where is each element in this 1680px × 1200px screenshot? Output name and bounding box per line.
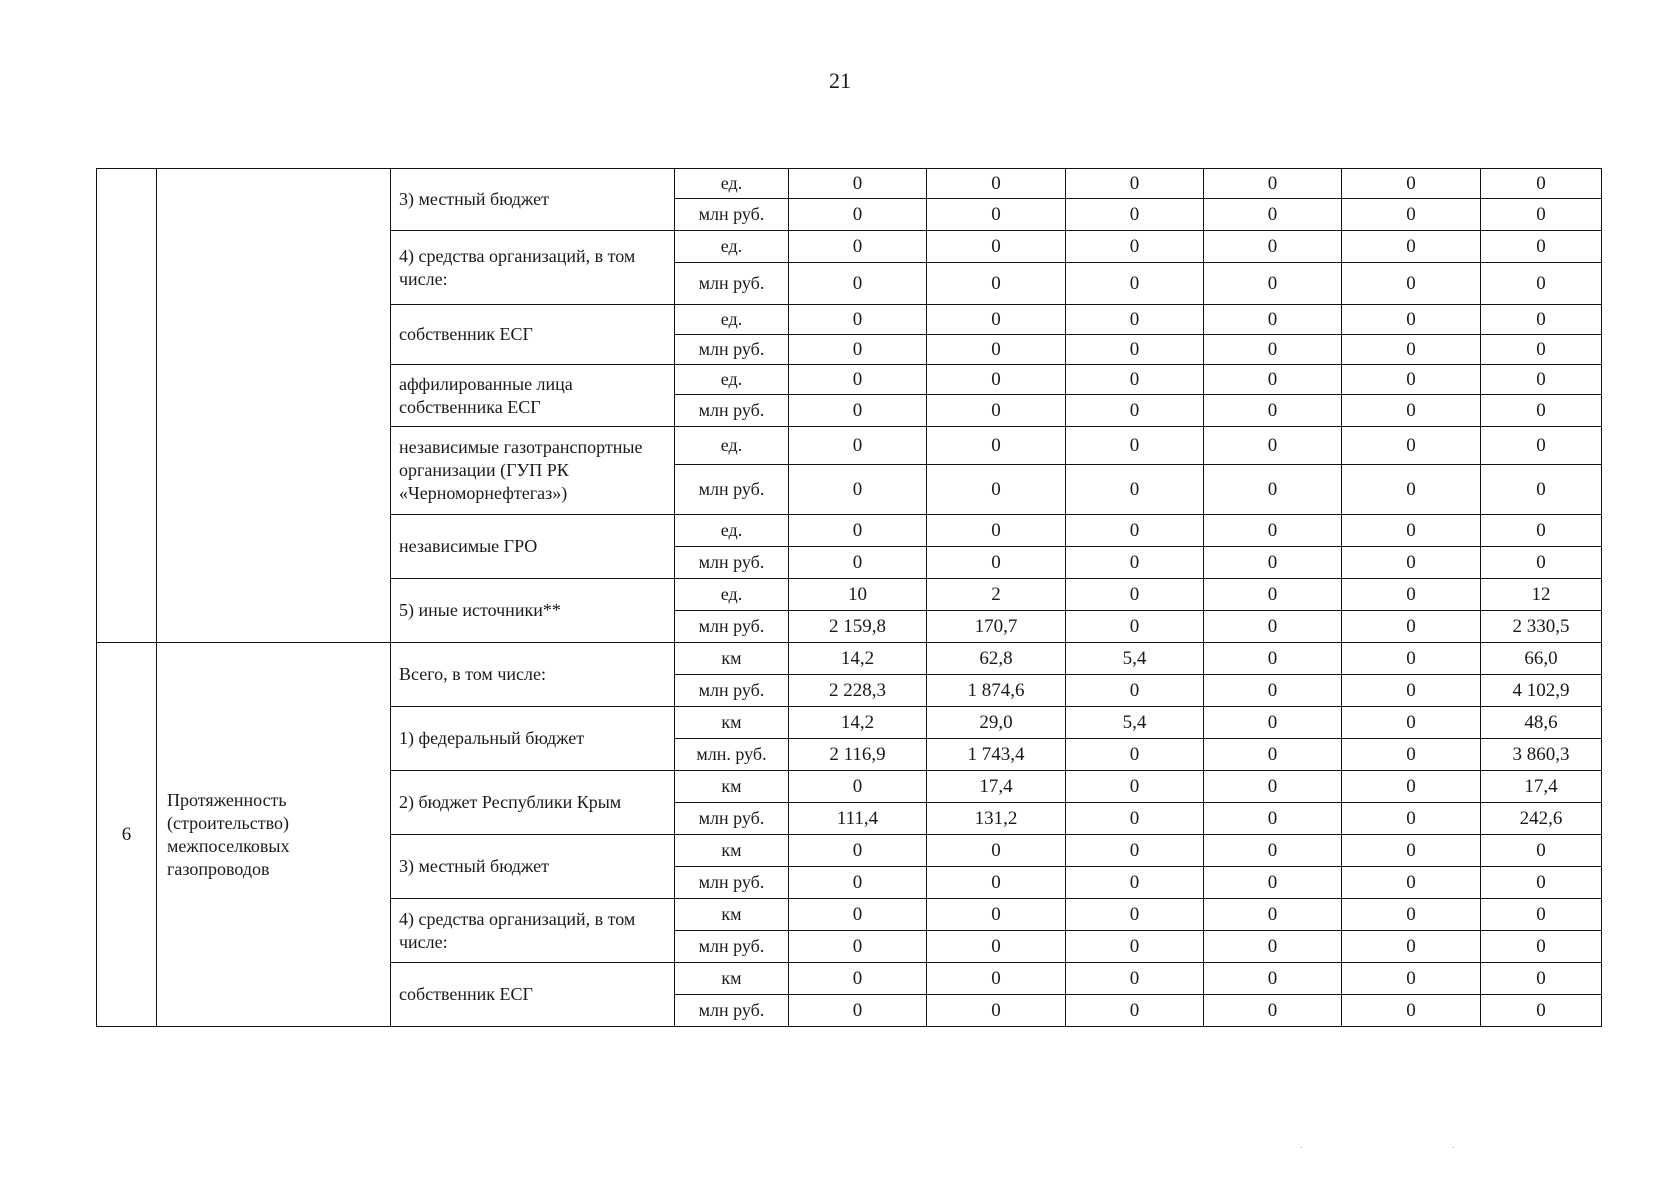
value-cell: 0 — [789, 335, 927, 365]
value-cell: 0 — [927, 995, 1066, 1027]
value-cell: 0 — [927, 395, 1066, 427]
value-cell: 0 — [1204, 963, 1342, 995]
value-cell: 0 — [927, 931, 1066, 963]
unit-cell: км — [675, 899, 789, 931]
value-cell: 0 — [927, 465, 1066, 515]
unit-cell: км — [675, 707, 789, 739]
value-cell: 0 — [1066, 963, 1204, 995]
value-cell: 0 — [1066, 169, 1204, 199]
unit-cell: млн руб. — [675, 547, 789, 579]
value-cell: 62,8 — [927, 643, 1066, 675]
value-cell: 0 — [789, 515, 927, 547]
value-cell: 0 — [1204, 899, 1342, 931]
value-cell: 0 — [789, 169, 927, 199]
unit-cell: млн руб. — [675, 263, 789, 305]
unit-cell: млн руб. — [675, 867, 789, 899]
value-cell: 17,4 — [927, 771, 1066, 803]
value-cell: 0 — [1342, 427, 1481, 465]
row-number-cell: 6 — [97, 643, 157, 1027]
value-cell: 0 — [1481, 931, 1602, 963]
unit-cell: ед. — [675, 427, 789, 465]
unit-cell: км — [675, 835, 789, 867]
funding-source-cell: 2) бюджет Республики Крым — [391, 771, 675, 835]
value-cell: 0 — [927, 867, 1066, 899]
value-cell: 0 — [1066, 395, 1204, 427]
value-cell: 0 — [1342, 263, 1481, 305]
value-cell: 0 — [927, 335, 1066, 365]
funding-source-cell: аффилированные лица собственника ЕСГ — [391, 365, 675, 427]
funding-source-cell: собственник ЕСГ — [391, 305, 675, 365]
unit-cell: ед. — [675, 365, 789, 395]
scan-artifact: . — [1452, 1140, 1455, 1151]
value-cell: 2 330,5 — [1481, 611, 1602, 643]
value-cell: 0 — [789, 395, 927, 427]
value-cell: 0 — [1066, 771, 1204, 803]
value-cell: 0 — [1481, 515, 1602, 547]
value-cell: 0 — [1204, 771, 1342, 803]
funding-source-cell: Всего, в том числе: — [391, 643, 675, 707]
value-cell: 0 — [1342, 995, 1481, 1027]
unit-cell: млн руб. — [675, 675, 789, 707]
value-cell: 0 — [1481, 231, 1602, 263]
value-cell: 0 — [789, 465, 927, 515]
value-cell: 0 — [1204, 395, 1342, 427]
value-cell: 0 — [1481, 867, 1602, 899]
value-cell: 0 — [1481, 899, 1602, 931]
value-cell: 0 — [1204, 803, 1342, 835]
value-cell: 0 — [1342, 305, 1481, 335]
value-cell: 0 — [1204, 835, 1342, 867]
value-cell: 0 — [789, 365, 927, 395]
value-cell: 48,6 — [1481, 707, 1602, 739]
value-cell: 0 — [789, 771, 927, 803]
value-cell: 2 — [927, 579, 1066, 611]
value-cell: 2 159,8 — [789, 611, 927, 643]
value-cell: 0 — [1342, 365, 1481, 395]
value-cell: 1 743,4 — [927, 739, 1066, 771]
value-cell: 2 116,9 — [789, 739, 927, 771]
funding-source-cell: независимые ГРО — [391, 515, 675, 579]
value-cell: 0 — [1342, 899, 1481, 931]
value-cell: 0 — [1342, 169, 1481, 199]
value-cell: 0 — [927, 515, 1066, 547]
value-cell: 0 — [1066, 899, 1204, 931]
value-cell: 0 — [1481, 963, 1602, 995]
value-cell: 0 — [1342, 465, 1481, 515]
value-cell: 0 — [1066, 515, 1204, 547]
funding-source-cell: 3) местный бюджет — [391, 169, 675, 231]
value-cell: 0 — [1066, 803, 1204, 835]
value-cell: 0 — [1204, 675, 1342, 707]
value-cell: 14,2 — [789, 707, 927, 739]
scan-artifact: . — [1300, 1140, 1303, 1151]
value-cell: 0 — [1066, 305, 1204, 335]
value-cell: 0 — [789, 899, 927, 931]
value-cell: 0 — [1204, 515, 1342, 547]
value-cell: 0 — [1204, 199, 1342, 231]
value-cell: 0 — [927, 231, 1066, 263]
value-cell: 0 — [789, 427, 927, 465]
value-cell: 0 — [1204, 365, 1342, 395]
value-cell: 0 — [1204, 579, 1342, 611]
value-cell: 0 — [927, 365, 1066, 395]
value-cell: 0 — [1342, 515, 1481, 547]
value-cell: 0 — [1066, 835, 1204, 867]
table-row — [97, 643, 1602, 675]
value-cell: 0 — [1342, 547, 1481, 579]
value-cell: 0 — [1204, 739, 1342, 771]
value-cell: 4 102,9 — [1481, 675, 1602, 707]
value-cell: 1 874,6 — [927, 675, 1066, 707]
unit-cell: ед. — [675, 515, 789, 547]
unit-cell: млн руб. — [675, 199, 789, 231]
value-cell: 0 — [1342, 335, 1481, 365]
value-cell: 0 — [1342, 771, 1481, 803]
unit-cell: км — [675, 643, 789, 675]
value-cell: 0 — [789, 199, 927, 231]
value-cell: 0 — [1066, 231, 1204, 263]
value-cell: 0 — [1204, 611, 1342, 643]
value-cell: 0 — [1066, 739, 1204, 771]
value-cell: 131,2 — [927, 803, 1066, 835]
value-cell: 0 — [1481, 335, 1602, 365]
value-cell: 111,4 — [789, 803, 927, 835]
value-cell: 3 860,3 — [1481, 739, 1602, 771]
value-cell: 0 — [1066, 931, 1204, 963]
value-cell: 17,4 — [1481, 771, 1602, 803]
value-cell: 0 — [1204, 867, 1342, 899]
value-cell: 0 — [789, 263, 927, 305]
value-cell: 0 — [1342, 835, 1481, 867]
value-cell: 0 — [1204, 231, 1342, 263]
value-cell: 0 — [1481, 547, 1602, 579]
unit-cell: млн руб. — [675, 465, 789, 515]
value-cell: 0 — [1342, 739, 1481, 771]
value-cell: 0 — [1204, 931, 1342, 963]
value-cell: 0 — [927, 427, 1066, 465]
value-cell: 0 — [927, 547, 1066, 579]
unit-cell: млн руб. — [675, 395, 789, 427]
value-cell: 0 — [1342, 199, 1481, 231]
value-cell: 0 — [1066, 465, 1204, 515]
funding-source-cell: 4) средства организаций, в том числе: — [391, 231, 675, 305]
value-cell: 14,2 — [789, 643, 927, 675]
value-cell: 0 — [1066, 579, 1204, 611]
value-cell: 0 — [1481, 465, 1602, 515]
value-cell: 0 — [1481, 169, 1602, 199]
value-cell: 0 — [1342, 867, 1481, 899]
value-cell: 0 — [1204, 707, 1342, 739]
value-cell: 0 — [1066, 611, 1204, 643]
unit-cell: млн. руб. — [675, 739, 789, 771]
value-cell: 0 — [1481, 835, 1602, 867]
value-cell: 0 — [1204, 547, 1342, 579]
value-cell: 0 — [1481, 263, 1602, 305]
value-cell: 12 — [1481, 579, 1602, 611]
value-cell: 0 — [927, 899, 1066, 931]
value-cell: 2 228,3 — [789, 675, 927, 707]
funding-source-cell: независимые газотранспортные организации (ГУП РК «Черноморнефтегаз») — [391, 427, 675, 515]
value-cell: 0 — [1204, 263, 1342, 305]
value-cell: 0 — [1066, 427, 1204, 465]
value-cell: 0 — [789, 231, 927, 263]
value-cell: 0 — [1481, 395, 1602, 427]
funding-source-cell: 4) средства организаций, в том числе: — [391, 899, 675, 963]
value-cell: 0 — [789, 995, 927, 1027]
value-cell: 0 — [1342, 579, 1481, 611]
unit-cell: ед. — [675, 231, 789, 263]
value-cell: 0 — [789, 867, 927, 899]
value-cell: 0 — [927, 199, 1066, 231]
value-cell: 0 — [927, 169, 1066, 199]
value-cell: 66,0 — [1481, 643, 1602, 675]
value-cell: 170,7 — [927, 611, 1066, 643]
value-cell: 0 — [1066, 199, 1204, 231]
value-cell: 0 — [1204, 427, 1342, 465]
value-cell: 0 — [1066, 335, 1204, 365]
funding-source-cell: собственник ЕСГ — [391, 963, 675, 1027]
value-cell: 0 — [1481, 365, 1602, 395]
value-cell: 0 — [1066, 365, 1204, 395]
value-cell: 0 — [1066, 867, 1204, 899]
value-cell: 0 — [1204, 465, 1342, 515]
value-cell: 0 — [1342, 707, 1481, 739]
value-cell: 0 — [1204, 335, 1342, 365]
funding-source-cell: 3) местный бюджет — [391, 835, 675, 899]
value-cell: 0 — [927, 963, 1066, 995]
value-cell: 0 — [1342, 803, 1481, 835]
value-cell: 0 — [1342, 611, 1481, 643]
value-cell: 0 — [1066, 263, 1204, 305]
value-cell: 0 — [1066, 995, 1204, 1027]
value-cell: 0 — [1481, 427, 1602, 465]
value-cell: 0 — [1342, 675, 1481, 707]
value-cell: 10 — [789, 579, 927, 611]
data-table — [96, 168, 1602, 1027]
value-cell: 0 — [927, 263, 1066, 305]
unit-cell: млн руб. — [675, 931, 789, 963]
value-cell: 0 — [789, 931, 927, 963]
unit-cell: км — [675, 963, 789, 995]
unit-cell: млн руб. — [675, 995, 789, 1027]
value-cell: 0 — [1342, 231, 1481, 263]
value-cell: 0 — [1481, 305, 1602, 335]
value-cell: 0 — [1204, 169, 1342, 199]
value-cell: 0 — [1066, 547, 1204, 579]
value-cell: 0 — [789, 547, 927, 579]
value-cell: 242,6 — [1481, 803, 1602, 835]
unit-cell: ед. — [675, 305, 789, 335]
value-cell: 5,4 — [1066, 707, 1204, 739]
table-row — [97, 169, 1602, 199]
value-cell: 0 — [1342, 643, 1481, 675]
unit-cell: ед. — [675, 169, 789, 199]
unit-cell: км — [675, 771, 789, 803]
value-cell: 0 — [1204, 305, 1342, 335]
value-cell: 0 — [1481, 995, 1602, 1027]
value-cell: 0 — [927, 305, 1066, 335]
indicator-name-cell — [157, 169, 391, 643]
indicator-name-cell: Протяженность (строительство) межпоселковых газопроводов — [157, 643, 391, 1027]
value-cell: 0 — [1204, 995, 1342, 1027]
value-cell: 0 — [1204, 643, 1342, 675]
value-cell: 0 — [789, 835, 927, 867]
row-number-cell — [97, 169, 157, 643]
unit-cell: млн руб. — [675, 335, 789, 365]
funding-source-cell: 5) иные источники** — [391, 579, 675, 643]
value-cell: 0 — [1342, 395, 1481, 427]
page-number: 21 — [829, 68, 851, 93]
unit-cell: ед. — [675, 579, 789, 611]
value-cell: 5,4 — [1066, 643, 1204, 675]
unit-cell: млн руб. — [675, 611, 789, 643]
value-cell: 29,0 — [927, 707, 1066, 739]
value-cell: 0 — [1342, 963, 1481, 995]
value-cell: 0 — [1066, 675, 1204, 707]
value-cell: 0 — [789, 963, 927, 995]
value-cell: 0 — [1481, 199, 1602, 231]
value-cell: 0 — [927, 835, 1066, 867]
value-cell: 0 — [1342, 931, 1481, 963]
value-cell: 0 — [789, 305, 927, 335]
unit-cell: млн руб. — [675, 803, 789, 835]
funding-source-cell: 1) федеральный бюджет — [391, 707, 675, 771]
